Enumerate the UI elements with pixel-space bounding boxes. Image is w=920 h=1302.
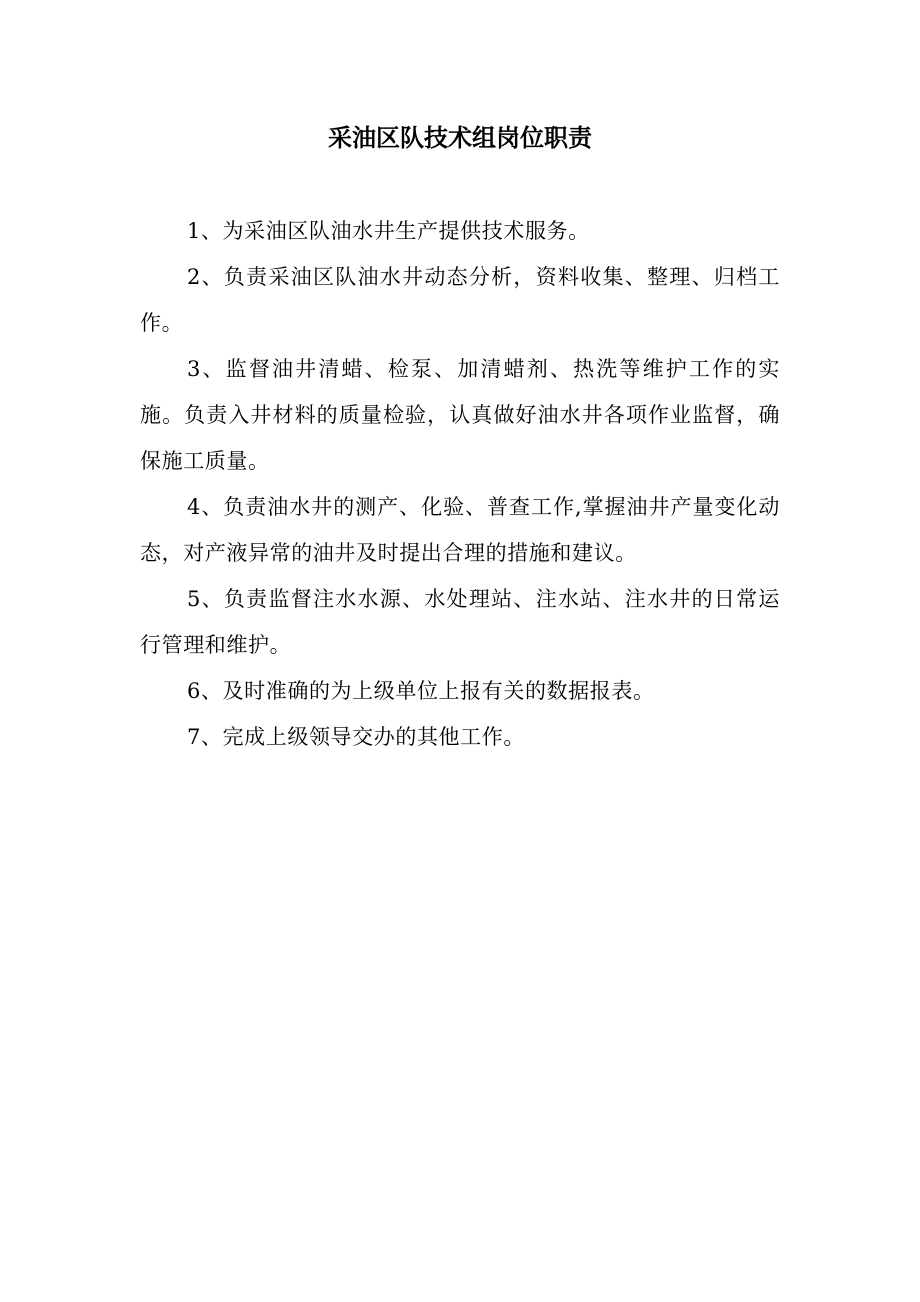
duty-list (140, 208, 780, 760)
duty-item-1: 1、为采油区队油水井生产提供技术服务。 (187, 219, 590, 243)
duty-item-2: 2、负责采油区队油水井动态分析，资料收集、整理、归档工作。 (140, 265, 780, 335)
duty-item-5: 5、负责监督注水水源、水处理站、注水站、注水井的日常运行管理和维护。 (140, 587, 780, 657)
duty-item-7: 7、完成上级领导交办的其他工作。 (187, 725, 525, 749)
document-title: 采油区队技术组岗位职责 (328, 124, 592, 152)
duty-item-3: 3、监督油井清蜡、检泵、加清蜡剂、热洗等维护工作的实施。负责入井材料的质量检验，认真做好油水井各项作业监督，确保施工质量。 (140, 357, 780, 473)
duty-item-4: 4、负责油水井的测产、化验、普查工作,掌握油井产量变化动态，对产液异常的油井及时提出合理的措施和建议。 (140, 495, 780, 565)
duty-item-6: 6、及时准确的为上级单位上报有关的数据报表。 (187, 679, 655, 703)
